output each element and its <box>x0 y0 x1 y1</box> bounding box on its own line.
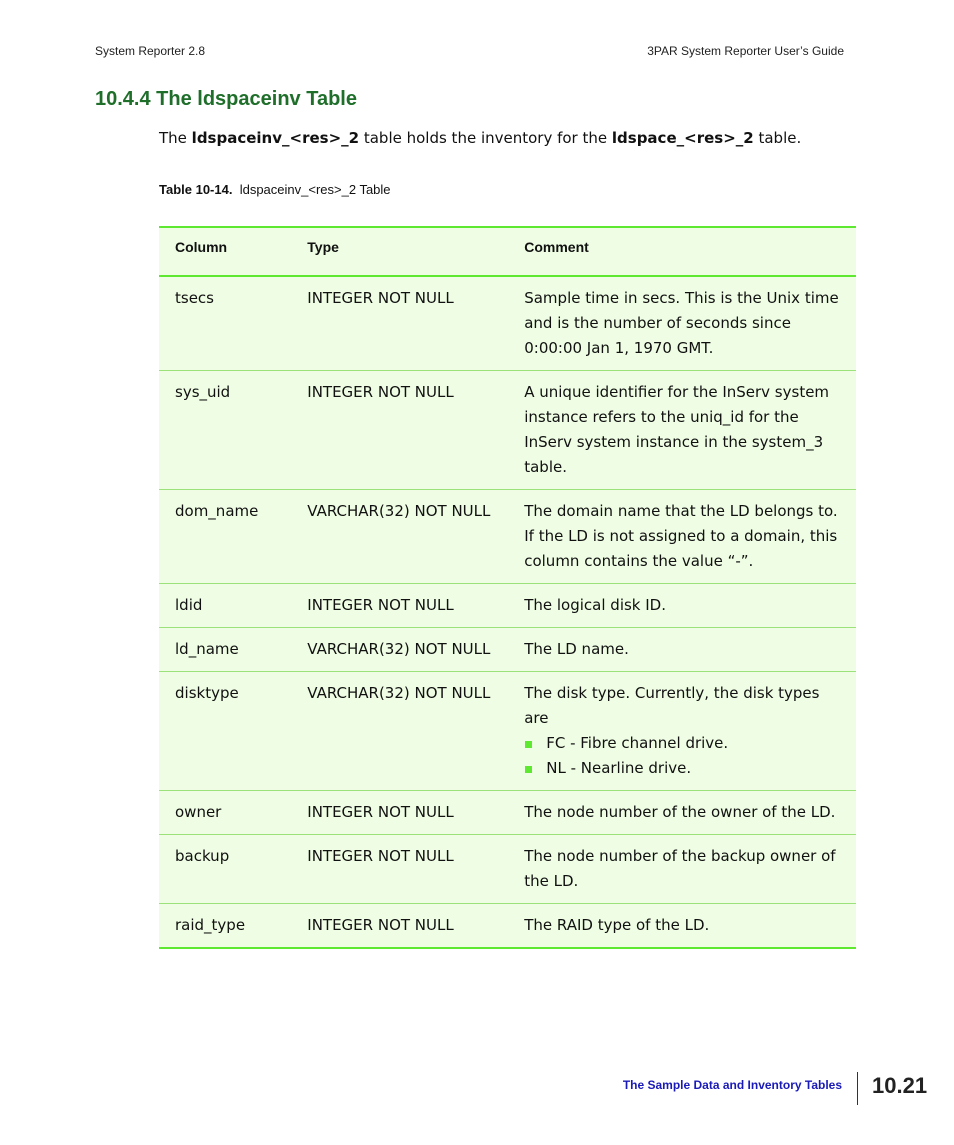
cell-column-name: tsecs <box>159 276 307 371</box>
cell-column-name: raid_type <box>159 904 307 949</box>
caption-label: Table 10-14. <box>159 182 233 197</box>
table-caption <box>159 182 391 197</box>
table-row <box>159 371 856 490</box>
header-column: Column <box>159 227 307 276</box>
cell-comment <box>524 904 856 949</box>
table-row <box>159 835 856 904</box>
table-header-row <box>159 227 856 276</box>
table-row <box>159 628 856 672</box>
section-title: 10.4.4 The ldspaceinv Table <box>95 88 357 110</box>
cell-comment <box>524 835 856 904</box>
bullet-text: NL - Nearline drive. <box>546 759 692 777</box>
intro-table2: ldspace_<res>_2 <box>611 129 754 147</box>
cell-column-name: dom_name <box>159 490 307 584</box>
cell-comment <box>524 672 856 791</box>
comment-text: The node number of the owner of the LD. <box>524 803 836 821</box>
header-comment: Comment <box>524 227 856 276</box>
cell-column-name: sys_uid <box>159 371 307 490</box>
comment-text: A unique identifier for the InServ system instance refers to the uniq_id for the InServ system instance in the system_3 table. <box>524 383 830 476</box>
cell-type: INTEGER NOT NULL <box>307 791 524 835</box>
cell-type: INTEGER NOT NULL <box>307 904 524 949</box>
table-row <box>159 584 856 628</box>
cell-comment <box>524 490 856 584</box>
cell-column-name: disktype <box>159 672 307 791</box>
cell-type: VARCHAR(32) NOT NULL <box>307 672 524 791</box>
bullet-item <box>524 731 842 756</box>
comment-text: The LD name. <box>524 640 629 658</box>
cell-comment <box>524 791 856 835</box>
caption-text: ldspaceinv_<res>_2 Table <box>239 182 391 197</box>
table-row <box>159 904 856 949</box>
comment-bullet-list <box>524 731 842 781</box>
bullet-item <box>524 756 842 781</box>
cell-column-name: ld_name <box>159 628 307 672</box>
intro-suffix: table. <box>753 129 802 147</box>
cell-comment <box>524 584 856 628</box>
page-number: 10.21 <box>872 1073 928 1098</box>
cell-type: INTEGER NOT NULL <box>307 835 524 904</box>
running-header-left: System Reporter 2.8 <box>95 44 206 58</box>
cell-type: VARCHAR(32) NOT NULL <box>307 628 524 672</box>
cell-column-name: ldid <box>159 584 307 628</box>
cell-type: INTEGER NOT NULL <box>307 584 524 628</box>
comment-text: The logical disk ID. <box>524 596 666 614</box>
table-row <box>159 276 856 371</box>
header-type: Type <box>307 227 524 276</box>
intro-prefix: The <box>159 129 192 147</box>
cell-type: INTEGER NOT NULL <box>307 276 524 371</box>
table-body <box>159 276 856 948</box>
cell-comment <box>524 628 856 672</box>
cell-column-name: backup <box>159 835 307 904</box>
square-bullet-icon <box>525 741 532 748</box>
bullet-text: FC - Fibre channel drive. <box>546 734 729 752</box>
ldspaceinv-table <box>159 226 856 949</box>
comment-text: Sample time in secs. This is the Unix time and is the number of seconds since 0:00:00 Jan 1, 1970 GMT. <box>524 289 839 357</box>
table-row <box>159 490 856 584</box>
footer-chapter-title: The Sample Data and Inventory Tables <box>622 1078 842 1092</box>
running-header-right: 3PAR System Reporter User’s Guide <box>647 44 844 58</box>
comment-text: The domain name that the LD belongs to. If the LD is not assigned to a domain, this column contains the value “-”. <box>524 502 838 570</box>
comment-text: The node number of the backup owner of the LD. <box>524 847 836 890</box>
intro-table1: ldspaceinv_<res>_2 <box>191 129 360 147</box>
cell-comment <box>524 371 856 490</box>
square-bullet-icon <box>525 766 532 773</box>
cell-comment <box>524 276 856 371</box>
cell-type: INTEGER NOT NULL <box>307 371 524 490</box>
intro-middle: table holds the inventory for the <box>359 129 612 147</box>
table-row <box>159 791 856 835</box>
table-row <box>159 672 856 791</box>
intro-paragraph <box>159 127 801 149</box>
footer-divider <box>857 1072 858 1105</box>
cell-type: VARCHAR(32) NOT NULL <box>307 490 524 584</box>
comment-text: The disk type. Currently, the disk types are <box>524 684 820 727</box>
comment-text: The RAID type of the LD. <box>524 916 710 934</box>
cell-column-name: owner <box>159 791 307 835</box>
